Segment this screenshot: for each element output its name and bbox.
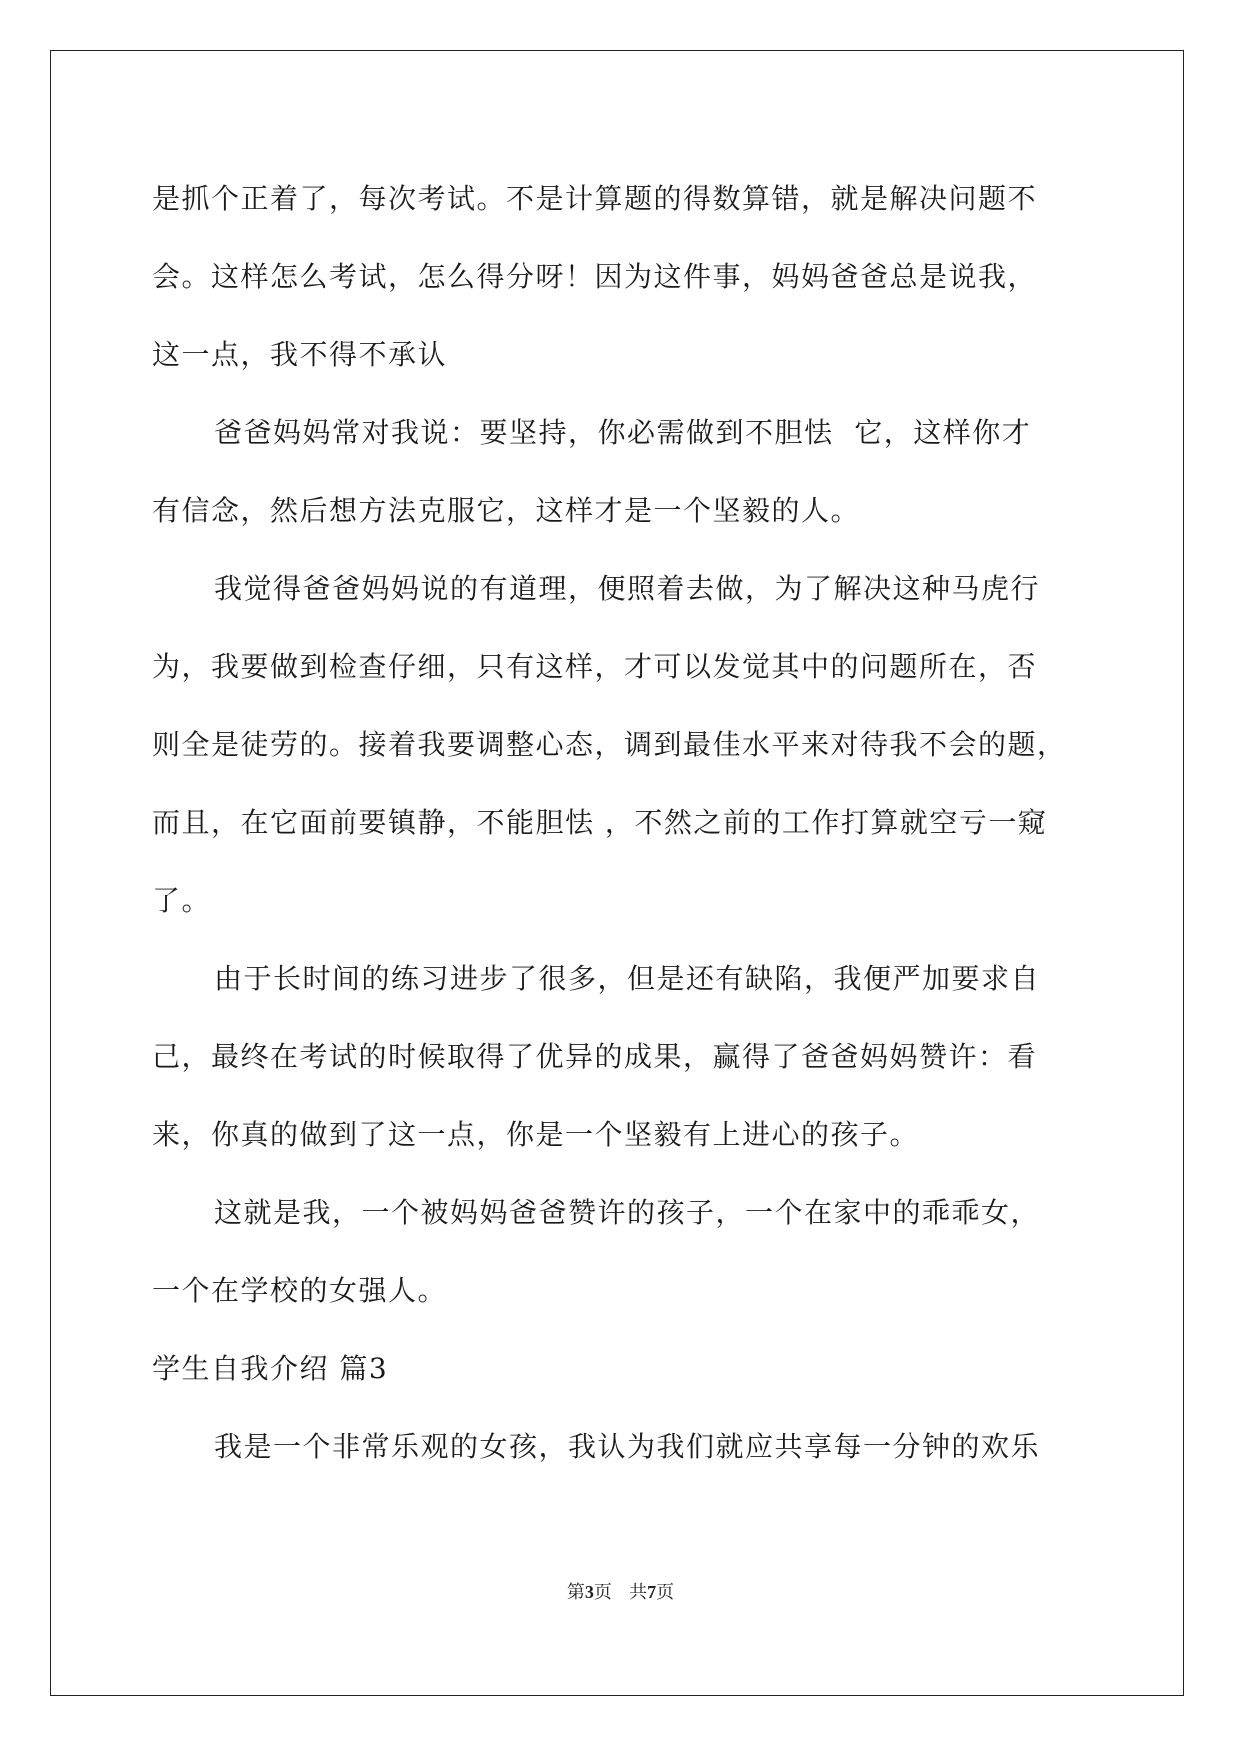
paragraph-line: 这就是我，一个被妈妈爸爸赞许的孩子，一个在家中的乖乖女， [214,1196,1041,1229]
footer-mid: 页 共 [593,1582,648,1603]
section-heading: 学生自我介绍 篇3 [152,1352,389,1385]
paragraph-line: 来，你真的做到了这一点，你是一个坚毅有上进心的孩子。 [152,1118,920,1151]
footer-prefix: 第 [566,1582,585,1603]
paragraph-line: 爸爸妈妈常对我说：要坚持，你必需做到不胆怯 它，这样你才 [214,416,1032,449]
paragraph-line: 这一点，我不得不承认 [152,338,448,371]
paragraph-line: 一个在学校的女强人。 [152,1274,448,1307]
paragraph-line: 为，我要做到检查仔细，只有这样，才可以发觉其中的问题所在，否 [152,650,1038,683]
paragraph-line: 我是一个非常乐观的女孩，我认为我们就应共享每一分钟的欢乐 [214,1430,1041,1463]
paragraph-line: 则全是徒劳的。接着我要调整心态，调到最佳水平来对待我不会的题， [152,728,1067,761]
document-body [152,160,1092,1486]
paragraph-line: 由于长时间的练习进步了很多，但是还有缺陷，我便严加要求自 [214,962,1041,995]
current-page-number: 3 [584,1582,594,1602]
paragraph-line: 有信念，然后想方法克服它，这样才是一个坚毅的人。 [152,494,861,527]
paragraph-line: 了。 [152,884,212,917]
paragraph-line: 而且，在它面前要镇静，不能胆怯 ，不然之前的工作打算就空亏一窥 [152,806,1048,839]
page-footer [0,1578,1241,1604]
paragraph-line: 己，最终在考试的时候取得了优异的成果，赢得了爸爸妈妈赞许：看 [152,1040,1038,1073]
paragraph-line: 是抓个正着了，每次考试。不是计算题的得数算错，就是解决问题不 [152,182,1038,215]
total-page-number: 7 [647,1582,657,1602]
paragraph-line: 会。这样怎么考试，怎么得分呀！因为这件事，妈妈爸爸总是说我， [152,260,1038,293]
footer-suffix: 页 [656,1582,675,1603]
paragraph-line: 我觉得爸爸妈妈说的有道理，便照着去做，为了解决这种马虎行 [214,572,1041,605]
